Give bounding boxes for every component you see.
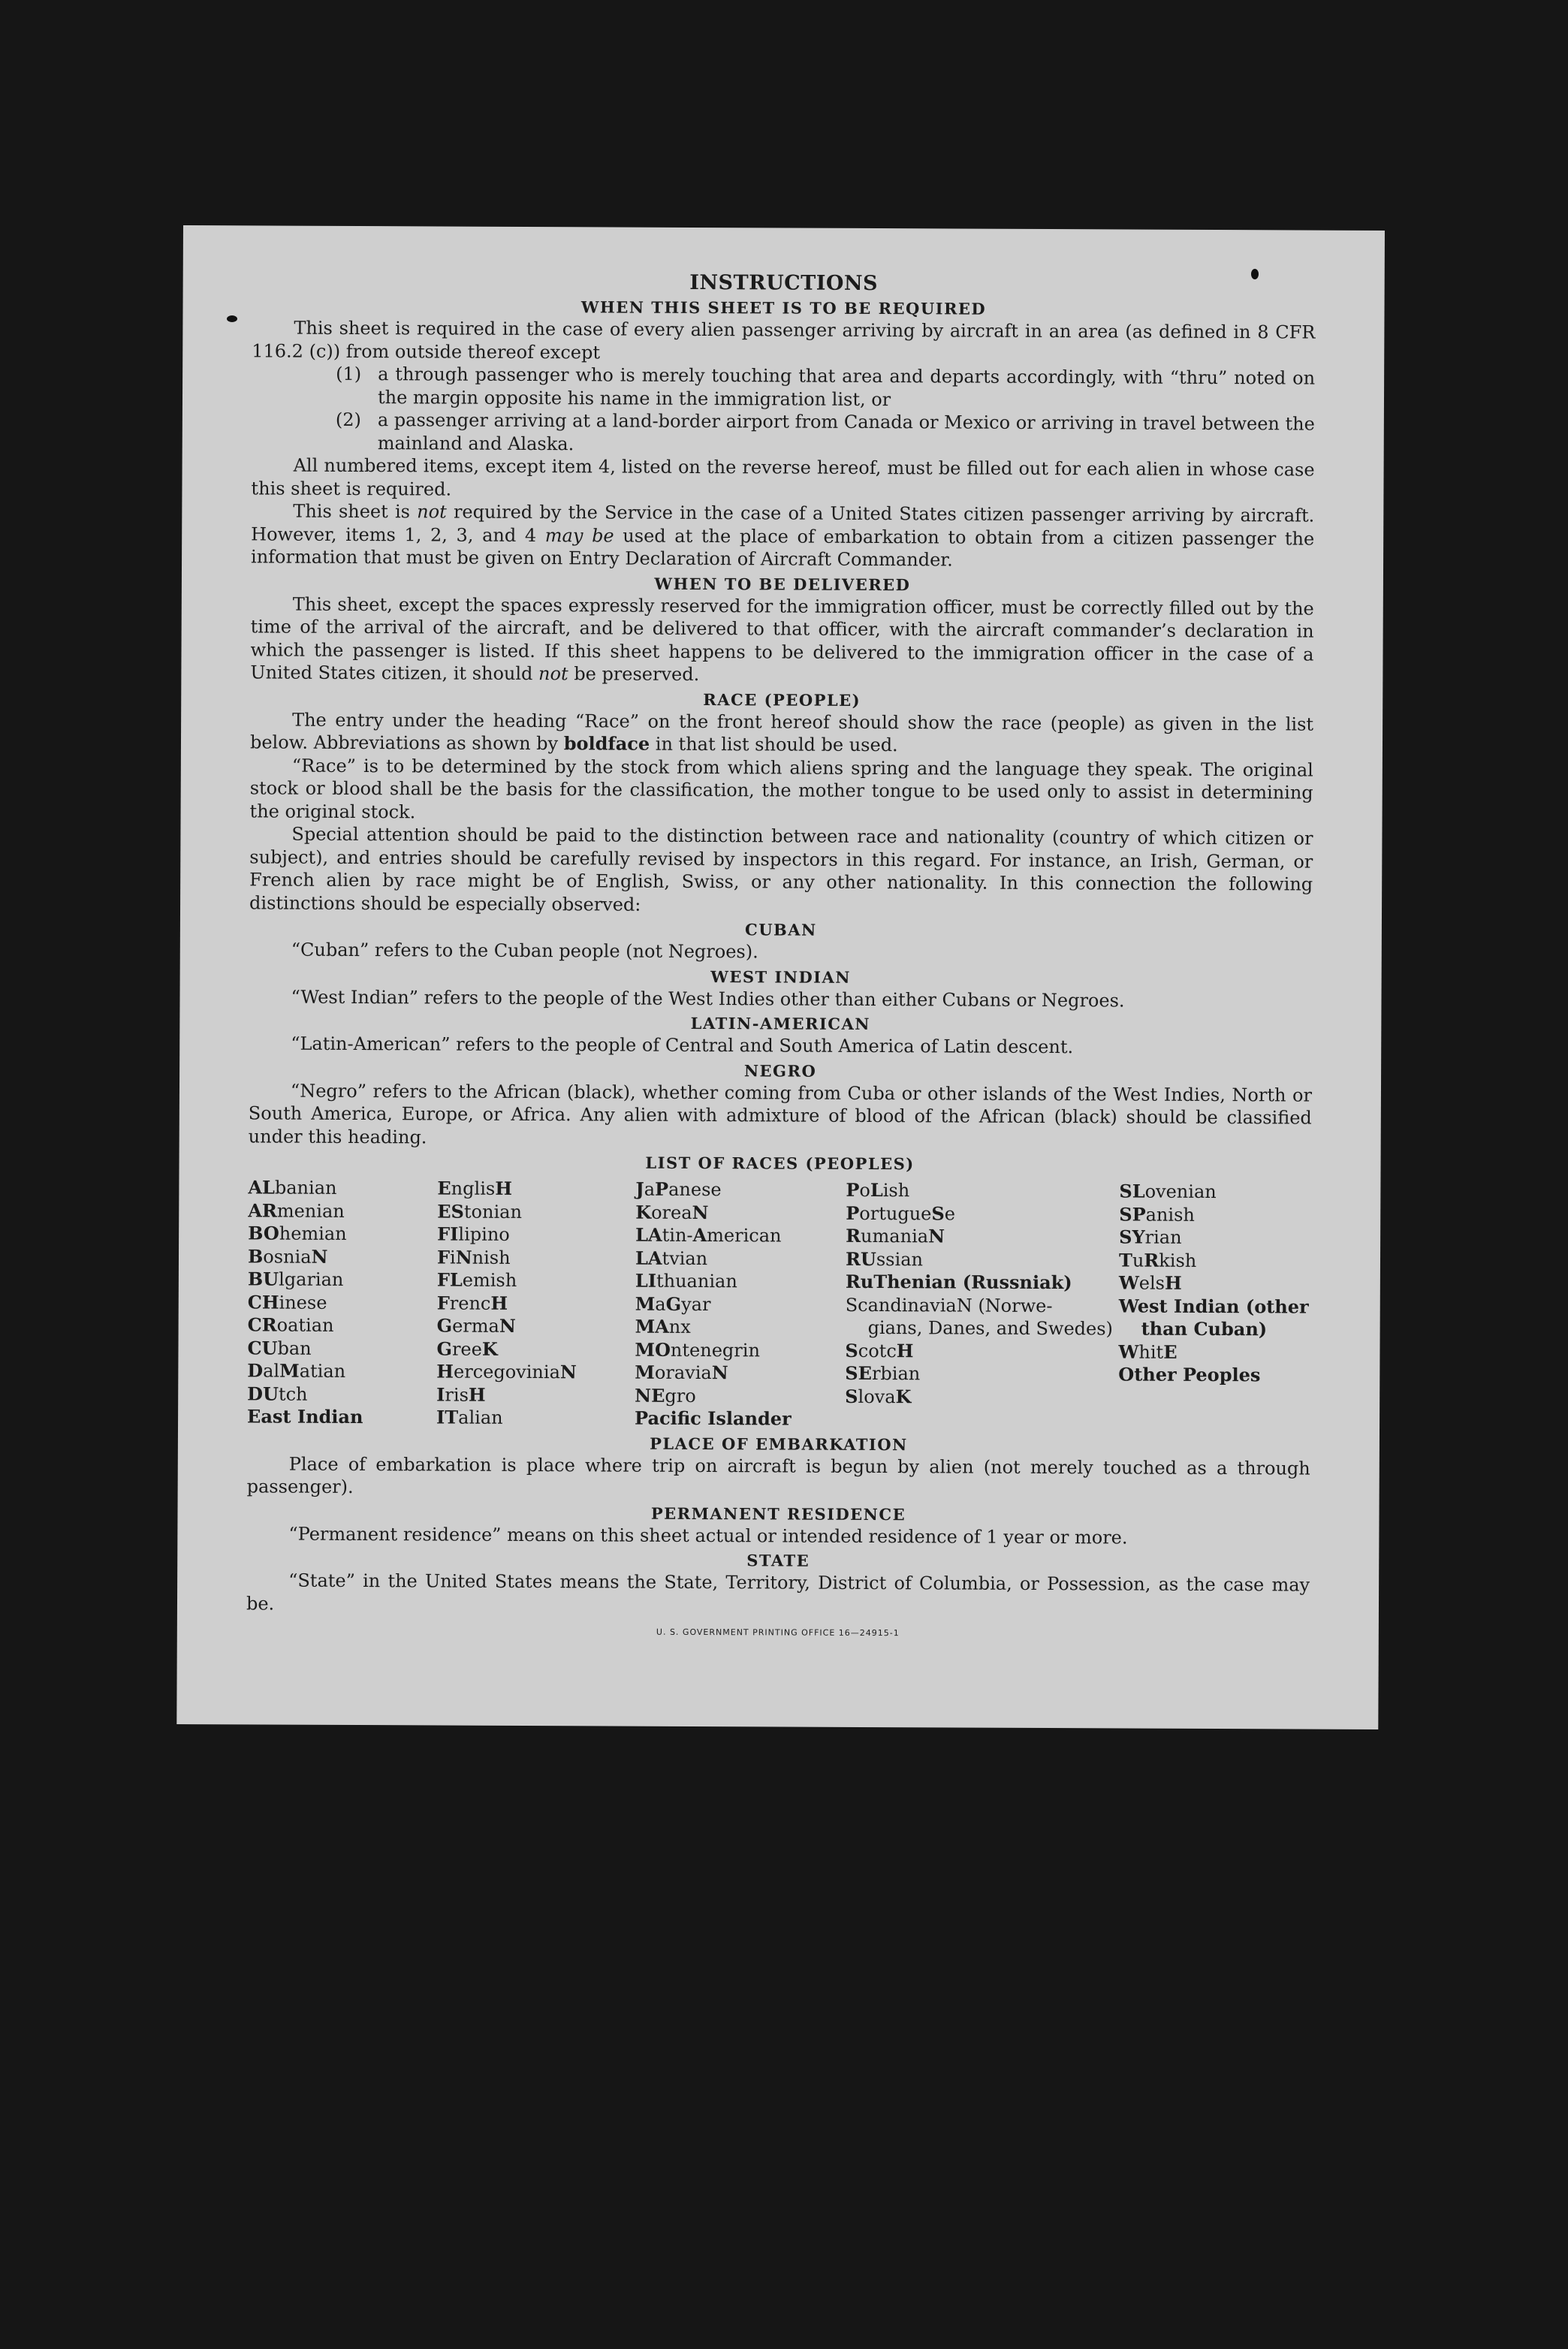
race-entry: MaGyar	[635, 1292, 711, 1315]
race-entry: SPanish	[1119, 1202, 1195, 1226]
race-entry: ScandinaviaN (Norwe-	[845, 1294, 1053, 1316]
race-entry: ITalian	[436, 1406, 503, 1428]
heading-when-delivered: WHEN TO BE DELIVERED	[654, 574, 911, 594]
paragraph-permanent-residence: “Permanent residence” means on this sheet actual or intended residence of 1 year or more.	[288, 1523, 1128, 1548]
race-entry: DalMatian	[247, 1359, 346, 1382]
race-entry: PoLish	[846, 1178, 910, 1202]
exception-number: (1)	[336, 363, 362, 385]
paragraph-race-stock: “Race” is to be determined by the stock from which aliens spring and the language they speak. The original stock or blood shall be the basis for the classification, the mother tongue to be used only to assist in determining the original stock.	[249, 755, 1313, 822]
race-entry: GermaN	[436, 1314, 516, 1337]
race-column-3	[635, 1178, 846, 1431]
heading-latin-american: LATIN-AMERICAN	[690, 1013, 871, 1034]
race-entry: GreeK	[436, 1337, 498, 1360]
race-entry: RumaniaN	[846, 1224, 945, 1247]
race-entry: Pacific Islander	[635, 1407, 792, 1430]
race-column-5	[1118, 1180, 1314, 1433]
race-entry: WhitE	[1118, 1340, 1178, 1363]
race-entry: IrisH	[436, 1383, 486, 1406]
race-entry: SErbian	[845, 1361, 921, 1385]
race-entry: MAnx	[635, 1315, 691, 1337]
exception-text: a through passenger who is merely touching that area and departs accordingly, with “thru” noted on the margin opposite his name in the immigration list, or	[377, 363, 1316, 410]
race-entry: EnglisH	[437, 1177, 513, 1199]
race-entry: WelsH	[1118, 1271, 1182, 1294]
heading-race: RACE (PEOPLE)	[703, 689, 861, 710]
race-entry: TuRkish	[1118, 1248, 1197, 1271]
paragraph-numbered-items: All numbered items, except item 4, listed on the reverse hereof, must be filled out for each alien in whose case this sheet is required.	[251, 454, 1315, 500]
race-entry: PortugueSe	[846, 1202, 956, 1224]
race-column-4	[845, 1179, 1119, 1432]
race-group-d	[845, 1339, 1118, 1409]
instruction-sheet	[176, 225, 1385, 1729]
race-group-d	[1118, 1340, 1313, 1387]
race-entry: BosniaN	[247, 1244, 328, 1268]
race-entry: LAtin-American	[635, 1223, 782, 1247]
race-group-a	[846, 1179, 1120, 1295]
race-entry: West Indian (other	[1118, 1294, 1309, 1318]
paragraph-latin-american: “Latin-American” refers to the people of Central and South America of Latin descent.	[291, 1033, 1074, 1058]
paragraph-negro: “Negro” refers to the African (black), whether coming from Cuba or other islands of the West Indies, North or South America, Europe, or Africa. Any alien with admixture of blood of the African (black) should be classified under this heading.	[248, 1080, 1313, 1147]
race-entry-continued: gians, Danes, and Swedes)	[867, 1316, 1114, 1340]
race-entry: RuThenian (Russniak)	[845, 1270, 1072, 1294]
race-entry: CUban	[247, 1336, 312, 1359]
paragraph-required: This sheet is required in the case of every alien passenger arriving by aircraft in an area (as defined in 8 CFR 116.2 (c)) from outside thereof except	[252, 317, 1316, 363]
heading-list-of-races: LIST OF RACES (PEOPLES)	[645, 1153, 915, 1174]
race-entry: FLemish	[436, 1268, 517, 1291]
heading-permanent-residence: PERMANENT RESIDENCE	[650, 1503, 906, 1524]
race-entry: FIlipino	[437, 1223, 510, 1245]
paragraph-west-indian: “West Indian” refers to the people of the West Indies other than either Cubans or Negroes.	[291, 986, 1125, 1011]
race-entry: EStonian	[437, 1199, 523, 1223]
race-entry: RUssian	[845, 1247, 924, 1270]
paragraph-cuban: “Cuban” refers to the Cuban people (not Negroes).	[291, 939, 758, 963]
paragraph-embarkation: Place of embarkation is place where trip on aircraft is begun by alien (not merely touched as a through passenger).	[246, 1453, 1310, 1498]
race-entry: FrencH	[436, 1291, 508, 1314]
exception-text: a passenger arriving at a land-border airport from Canada or Mexico or arriving in travel between the mainland and Alaska.	[377, 409, 1315, 454]
heading-west-indian: WEST INDIAN	[710, 966, 852, 987]
paragraph-race-entry: The entry under the heading “Race” on the front hereof should show the race (people) as given in the list below. Abbreviations as shown by boldface in that list should be used.	[249, 709, 1314, 756]
race-group-a	[1119, 1180, 1315, 1295]
race-column-1	[247, 1176, 437, 1429]
heading-cuban: CUBAN	[744, 920, 817, 939]
race-entry: LAtvian	[635, 1247, 708, 1269]
race-list	[247, 1176, 1311, 1433]
exception-number: (2)	[335, 409, 361, 431]
race-entry: SYrian	[1119, 1226, 1182, 1248]
race-entry: BOhemian	[248, 1222, 347, 1244]
ink-speck	[227, 315, 237, 322]
printing-office-imprint: U. S. GOVERNMENT PRINTING OFFICE 16—24915-1	[656, 1627, 900, 1639]
race-entry: SLovenian	[1119, 1180, 1217, 1203]
paragraph-delivered: This sheet, except the spaces expressly reserved for the immigration officer, must be correctly filled out by the time of the arrival of the aircraft, and be delivered to that officer, with the aircraft commander’s declaration in which the passenger is listed. If this sheet happens to be delivered to the immigration officer in the case of a United States citizen, it should not be preserved.	[250, 593, 1314, 686]
race-entry: KoreaN	[635, 1201, 709, 1223]
document-title: INSTRUCTIONS	[689, 270, 879, 296]
race-entry: ARmenian	[248, 1199, 345, 1222]
exception-item	[252, 362, 1315, 412]
race-entry-continued: than Cuban)	[1141, 1317, 1268, 1340]
paragraph-state: “State” in the United States means the State, Territory, District of Columbia, or Possession, as the case may be.	[246, 1570, 1310, 1615]
race-entry: CRoatian	[247, 1313, 334, 1336]
race-entry: MoraviaN	[635, 1361, 728, 1384]
race-entry: East Indian	[247, 1405, 363, 1428]
race-entry: Other Peoples	[1118, 1363, 1261, 1386]
race-entry: FiNnish	[436, 1245, 511, 1268]
exception-item	[252, 408, 1315, 458]
race-entry: NEgro	[635, 1384, 696, 1407]
paragraph-citizen: This sheet is not required by the Service in the case of a United States citizen passenger arriving by aircraft. However, items 1, 2, 3, and 4 may be used at the place of embarkation to obtain from a citizen passenger the information that must be given on Entry Declaration of Aircraft Commander.	[251, 500, 1315, 571]
heading-negro: NEGRO	[743, 1060, 817, 1081]
race-entry: MOntenegrin	[635, 1338, 761, 1361]
heading-embarkation: PLACE OF EMBARKATION	[650, 1434, 908, 1454]
race-entry: ALbanian	[248, 1176, 337, 1199]
race-entry: JaPanese	[635, 1178, 722, 1201]
paragraph-race-nationality: Special attention should be paid to the distinction between race and nationality (country of which citizen or subject), and entries should be carefully revised by inspectors in this regard. For instance, an Irish, German, or French alien by race might be of English, Swiss, or any other nationality. In this connection the following distinctions should be especially observed:	[249, 823, 1313, 915]
heading-state: STATE	[746, 1551, 810, 1570]
race-entry: CHinese	[247, 1290, 327, 1313]
race-entry: HercegoviniaN	[436, 1360, 577, 1383]
race-entry: SlovaK	[845, 1385, 912, 1407]
ink-speck	[1251, 269, 1259, 279]
race-column-2	[436, 1177, 635, 1430]
race-entry: BUlgarian	[247, 1268, 344, 1290]
race-entry: ScotcH	[845, 1339, 914, 1361]
heading-when-required: WHEN THIS SHEET IS TO BE REQUIRED	[580, 297, 987, 318]
race-entry: LIthuanian	[635, 1269, 737, 1292]
race-entry: DUtch	[247, 1382, 308, 1405]
